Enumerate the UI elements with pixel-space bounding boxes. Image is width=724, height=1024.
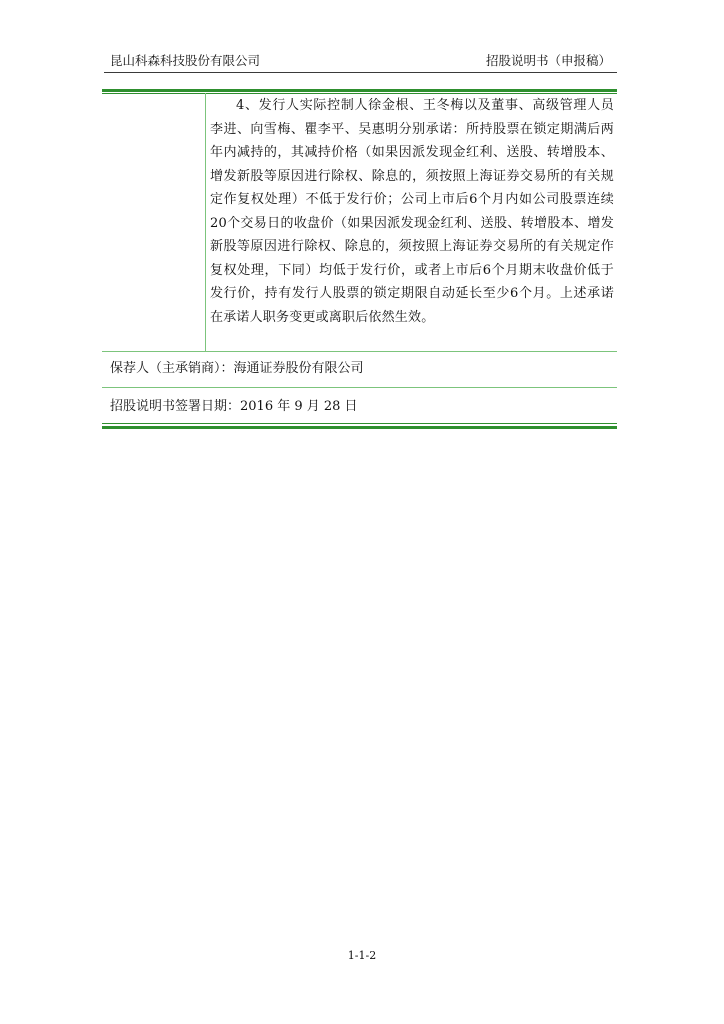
company-name: 昆山科森科技股份有限公司 bbox=[110, 53, 261, 68]
page-number: 1-1-2 bbox=[347, 949, 377, 962]
page-header bbox=[104, 50, 617, 72]
table-column-divider bbox=[205, 93, 206, 351]
table-row-divider bbox=[102, 351, 617, 352]
sponsor-line: 保荐人（主承销商）：海通证券股份有限公司 bbox=[110, 361, 364, 376]
table-bottom-border bbox=[102, 426, 617, 429]
header-rule bbox=[104, 72, 617, 73]
document-title: 招股说明书（申报稿） bbox=[485, 53, 611, 68]
table-row-divider bbox=[102, 387, 617, 388]
commitment-paragraph: 4、发行人实际控制人徐金根、王冬梅以及董事、高级管理人员李进、向雪梅、瞿李平、吴惠明分别承诺：所持股票在锁定期满后两年内减持的，其减持价格（如果因派发现金红利、送股、转增股本、增发新股等原因进行除权、除息的，须按照上海证券交易所的有关规定作复权处理）不低于发行价；公司上市后6个月内如公司股票连续20个交易日的收盘价（如果因派发现金红利、送股、转增股本、增发新股等原因进行除权、除息的，须按照上海证券交易所的有关规定作复权处理，下同）均低于发行价，或者上市后6个月期末收盘价低于发行价，持有发行人股票的锁定期限自动延长至少6个月。上述承诺在承诺人职务变更或离职后依然生效。 bbox=[210, 98, 614, 325]
table-bottom-inner-border bbox=[102, 423, 617, 424]
signing-date-line: 招股说明书签署日期：2016 年 9 月 28 日 bbox=[110, 399, 358, 414]
table-top-border bbox=[102, 89, 617, 92]
